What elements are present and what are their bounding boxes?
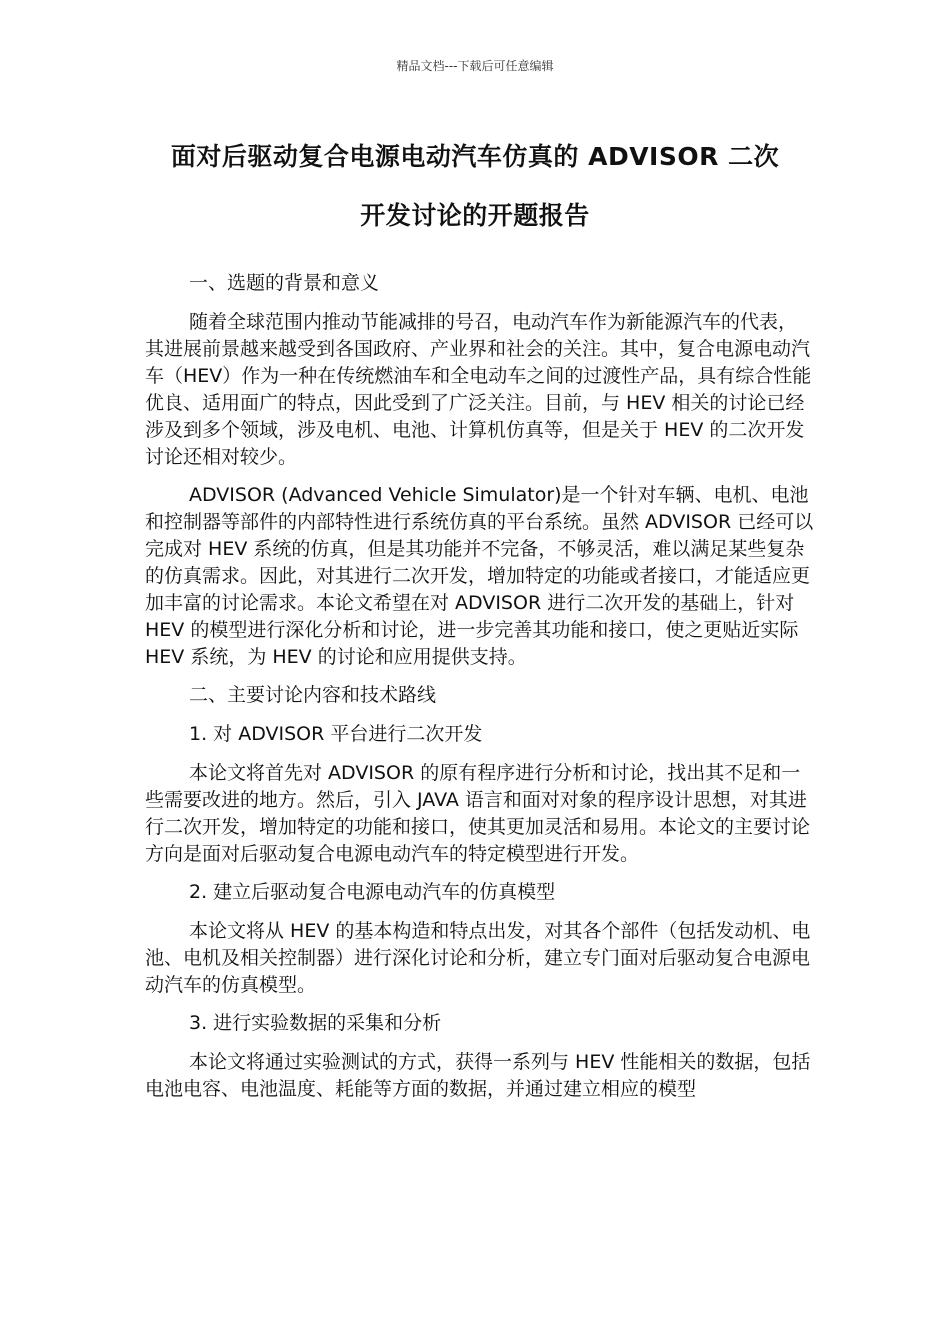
section-1-heading: 一、选题的背景和意义 (189, 272, 380, 294)
item-1-heading: 1. 对 ADVISOR 平台进行二次开发 (189, 723, 483, 745)
item-3-heading: 3. 进行实验数据的采集和分析 (189, 1012, 442, 1034)
header-watermark: 精品文档---下载后可任意编辑 (396, 59, 554, 73)
section-1-paragraph-2: ADVISOR (Advanced Vehicle Simulator)是一个针对车辆、电机、电池和控制器等部件的内部特性进行系统仿真的平台系统。虽然 ADVISOR 已经可以完成对 HEV 系统的仿真，但是其功能并不完备，不够灵活，难以满足某些复杂的仿真需求。因此，对其进行二次开发，增加特定的功能或者接口，才能适应更加丰富的讨论需求。本论文希望在对 ADVISOR 进行二次开发的基础上，针对 HEV 的模型进行深化分析和讨论，进一步完善其功能和接口，使之更贴近实际 HEV 系统，为 HEV 的讨论和应用提供支持。 (145, 484, 814, 668)
document-body (145, 270, 815, 1114)
section-1-paragraph-1: 随着全球范围内推动节能减排的号召，电动汽车作为新能源汽车的代表，其进展前景越来越受到各国政府、产业界和社会的关注。其中，复合电源电动汽车（HEV）作为一种在传统燃油车和全电动车之间的过渡性产品，具有综合性能优良、适用面广的特点，因此受到了广泛关注。目前，与 HEV 相关的讨论已经涉及到多个领域，涉及电机、电池、计算机仿真等，但是关于 HEV 的二次开发讨论还相对较少。 (145, 311, 812, 468)
item-1-paragraph: 本论文将首先对 ADVISOR 的原有程序进行分析和讨论，找出其不足和一些需要改进的地方。然后，引入 JAVA 语言和面对对象的程序设计思想，对其进行二次开发，增加特定的功能和接口，使其更加灵活和易用。本论文的主要讨论方向是面对后驱动复合电源电动汽车的特定模型进行开发。 (145, 762, 811, 865)
document-title-line-2: 开发讨论的开题报告 (360, 201, 590, 230)
document-title-line-1: 面对后驱动复合电源电动汽车仿真的 ADVISOR 二次 (170, 142, 780, 171)
item-2-heading: 2. 建立后驱动复合电源电动汽车的仿真模型 (189, 881, 556, 903)
section-2-heading: 二、主要讨论内容和技术路线 (189, 684, 437, 706)
item-2-paragraph: 本论文将从 HEV 的基本构造和特点出发，对其各个部件（包括发动机、电池、电机及相关控制器）进行深化讨论和分析，建立专门面对后驱动复合电源电动汽车的仿真模型。 (145, 920, 811, 996)
item-3-paragraph: 本论文将通过实验测试的方式，获得一系列与 HEV 性能相关的数据，包括电池电容、电池温度、耗能等方面的数据，并通过建立相应的模型 (145, 1051, 811, 1100)
